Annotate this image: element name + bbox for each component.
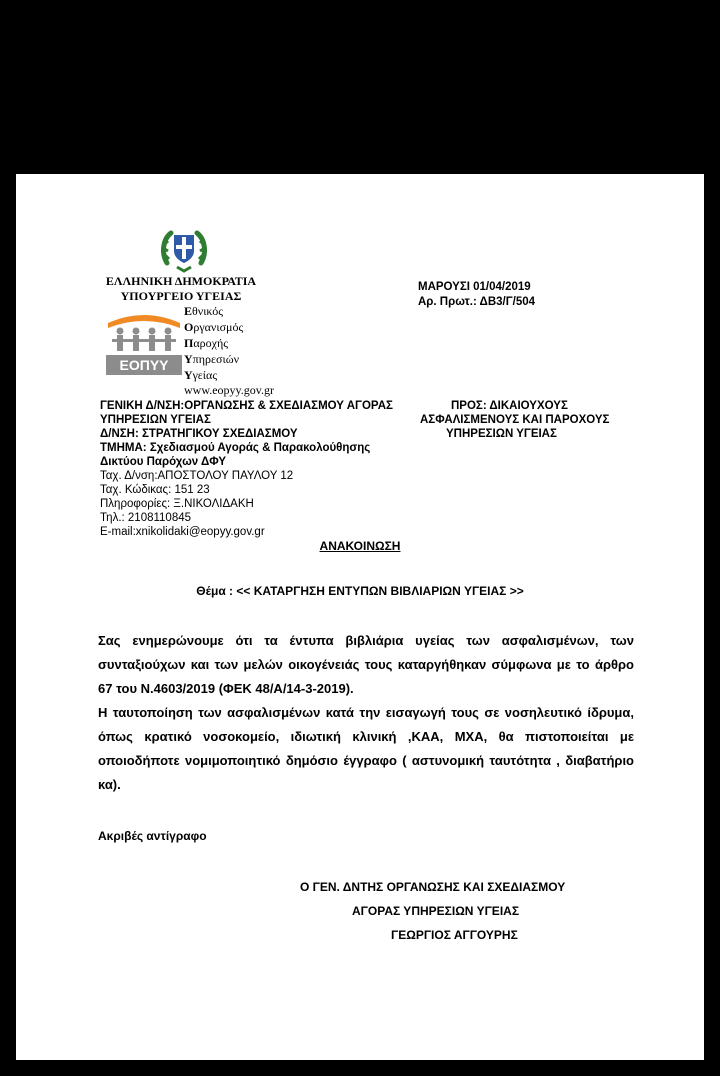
acronym-line: Εθνικός: [184, 304, 223, 318]
body-paragraph: Σας ενημερώνουμε ότι τα έντυπα βιβλιάρια υγείας των ασφαλισμένων, των συνταξιούχων και των μελών οικογένειάς τους καταργήθηκαν σύμφωνα με το άρθρο 67 του Ν.4603/2019 (ΦΕΚ 48/Α/14-3-2019).: [98, 633, 634, 696]
sender-department: ΤΜΗΜΑ: Σχεδιασμού Αγοράς & Παρακολούθησης: [100, 442, 371, 454]
acronym-line: Υπηρεσιών: [184, 352, 240, 366]
logo-text: ΕΟΠΥΥ: [119, 357, 169, 373]
website-link[interactable]: www.eopyy.gov.gr: [184, 383, 274, 397]
recipient-line: ΑΣΦΑΛΙΣΜΕΝΟΥΣ ΚΑΙ ΠΑΡΟΧΟΥΣ: [420, 414, 610, 426]
gov-republic: ΕΛΛΗΝΙΚΗ ΔΗΜΟΚΡΑΤΙΑ: [105, 274, 257, 288]
body-paragraph: Η ταυτοποίηση των ασφαλισμένων κατά την εισαγωγή τους σε νοσηλευτικό ίδρυμα, όπως κρατικό νοσοκομείο, ιδιωτική κλινική ,ΚΑΑ, ΜΧΑ, θα πιστοποιείται με οποιοδήποτε νομιμοποιητικό δημόσιο έγγραφο ( αστυνομική ταυτότητα , διαβατήριο κα).: [98, 705, 634, 792]
signature-block: [300, 875, 600, 947]
sender-phone: Τηλ.: 2108110845: [100, 512, 192, 524]
agency-acronym: [184, 303, 243, 383]
true-copy-note: Ακριβές αντίγραφο: [98, 829, 207, 843]
signature-title-cont: ΑΓΟΡΑΣ ΥΠΗΡΕΣΙΩΝ ΥΓΕΙΑΣ: [352, 904, 520, 918]
place-date: ΜΑΡΟΥΣΙ 01/04/2019: [418, 281, 531, 293]
eopyy-logo-icon: [106, 309, 182, 377]
greek-emblem-icon: [159, 225, 209, 275]
document-page: [16, 174, 704, 1060]
gov-ministry: ΥΠΟΥΡΓΕΙΟ ΥΓΕΙΑΣ: [120, 289, 242, 303]
announcement-title: ΑΝΑΚΟΙΝΩΣΗ: [319, 539, 401, 553]
signatory-name: ΓΕΩΡΓΙΟΣ ΑΓΓΟΥΡΗΣ: [391, 928, 518, 942]
date-protocol: [418, 280, 535, 310]
sender-postal-code: Ταχ. Κώδικας: 151 23: [100, 484, 210, 496]
sender-general-directorate-cont: ΥΠΗΡΕΣΙΩΝ ΥΓΕΙΑΣ: [100, 414, 211, 426]
recipient-line: ΥΠΗΡΕΣΙΩΝ ΥΓΕΙΑΣ: [446, 428, 557, 440]
body-text: [98, 629, 634, 797]
recipient-block: [420, 399, 630, 441]
protocol-number: Αρ. Πρωτ.: ΔΒ3/Γ/504: [418, 296, 536, 308]
sender-block: [100, 399, 430, 539]
sender-info: Πληροφορίες: Ξ.ΝΙΚΟΛΙΔΑΚΗ: [100, 498, 254, 510]
subject-line: Θέμα : << ΚΑΤΑΡΓΗΣΗ ΕΝΤΥΠΩΝ ΒΙΒΛΙΑΡΙΩΝ ΥΓΕΙΑΣ >>: [196, 584, 524, 598]
sender-general-directorate: ΓΕΝΙΚΗ Δ/ΝΣΗ:ΟΡΓΑΝΩΣΗΣ & ΣΧΕΔΙΑΣΜΟΥ ΑΓΟΡΑΣ: [100, 400, 393, 412]
sender-department-cont: Δικτύου Παρόχων ΔΦΥ: [100, 456, 227, 468]
sender-directorate: Δ/ΝΣΗ: ΣΤΡΑΤΗΓΙΚΟΥ ΣΧΕΔΙΑΣΜΟΥ: [100, 428, 298, 440]
acronym-line: Παροχής: [184, 336, 228, 350]
signature-title: Ο ΓΕΝ. ΔΝΤΗΣ ΟΡΓΑΝΩΣΗΣ ΚΑΙ ΣΧΕΔΙΑΣΜΟΥ: [300, 880, 566, 894]
sender-email[interactable]: E-mail:xnikolidaki@eopyy.gov.gr: [100, 526, 265, 538]
acronym-line: Υγείας: [184, 368, 218, 382]
government-header: [76, 274, 286, 304]
recipient-line: ΠΡΟΣ: ΔΙΚΑΙΟΥΧΟΥΣ: [451, 400, 568, 412]
acronym-line: Οργανισμός: [184, 320, 244, 334]
sender-address: Ταχ. Δ/νση:ΑΠΟΣΤΟΛΟΥ ΠΑΥΛΟΥ 12: [100, 470, 294, 482]
